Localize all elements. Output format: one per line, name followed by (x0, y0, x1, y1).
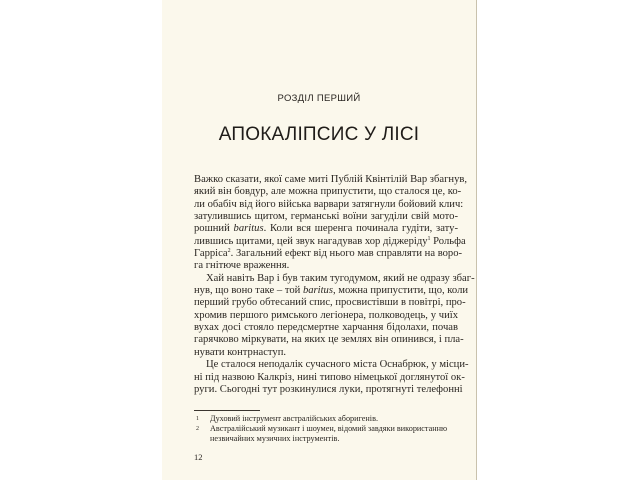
body-line: га гнітюче враження. (194, 260, 290, 272)
body-line: хромив першого римського легіонера, полководець, у чиїх (194, 309, 458, 321)
body-line: руги. Сьогодні тут розкинулися луки, протягнуті телефонні (194, 383, 463, 395)
book-page (162, 0, 477, 480)
italic-term: baritus (302, 285, 333, 297)
body-line: Важко сказати, якої саме миті Публій Квінтілій Вар збагнув, (194, 174, 468, 185)
footnote-number: 2 (196, 426, 199, 433)
body-line: рошний baritus. Коли вся шеренга починала гудіти, зату- (194, 223, 458, 235)
body-text (194, 174, 475, 396)
footnote (194, 424, 458, 443)
body-line: ли обабіч від його війська варвари затягнули бойовий клич: (194, 198, 464, 210)
footnote-ref[interactable]: 2 (227, 248, 231, 255)
body-line: ні під назвою Калкріз, нині типово німецької доглянутої ок- (194, 371, 465, 383)
footnote (194, 414, 458, 424)
body-line: затулившись щитом, германські воїни загуділи свій мото- (194, 211, 458, 223)
footnote-text: Австралійський музикант і шоумен, відомий завдяки використанню незвичайних музичних інструментів. (210, 424, 448, 443)
body-line: Це сталося неподалік сучасного міста Оснабрюк, у місци- (206, 359, 469, 371)
chapter-title: АПОКАЛІПСИС У ЛІСІ (218, 124, 420, 145)
footnote-number: 1 (196, 416, 199, 422)
italic-term: baritus (233, 223, 264, 235)
body-line: нувати контрнаступ. (194, 346, 287, 358)
body-line: гарячково міркувати, на яких це землях він опинився, і пла- (194, 334, 464, 346)
body-line: вухах досі стояло передсмертне харчання бідолахи, почав (194, 322, 458, 334)
page-number: 12 (194, 452, 203, 462)
footnotes (194, 414, 458, 443)
body-line: перший грубо обтесаний спис, просвистівши в повітрі, про- (194, 297, 466, 309)
body-line: Гарріса$^2$. Загальний ефект від нього мав справляти на воро- (194, 248, 463, 260)
body-line: Хай навіть Вар і був таким тугодумом, який не одразу збаг- (206, 272, 475, 284)
footnote-divider (194, 410, 260, 411)
body-line: лившись щитами, цей звук нагадував хор діджеріду$^1$ Рольфа (194, 235, 466, 247)
body-line: який він бовдур, але можна припустити, що сталося це, ко- (194, 186, 462, 198)
footnote-ref[interactable]: 1 (427, 235, 431, 242)
body-line: нув, що воно таке – той baritus, можна припустити, що, коли (194, 285, 469, 297)
footnote-text: Духовий інструмент австралійських аборигенів. (210, 414, 378, 423)
chapter-label: РОЗДІЛ ПЕРШИЙ (277, 93, 361, 104)
